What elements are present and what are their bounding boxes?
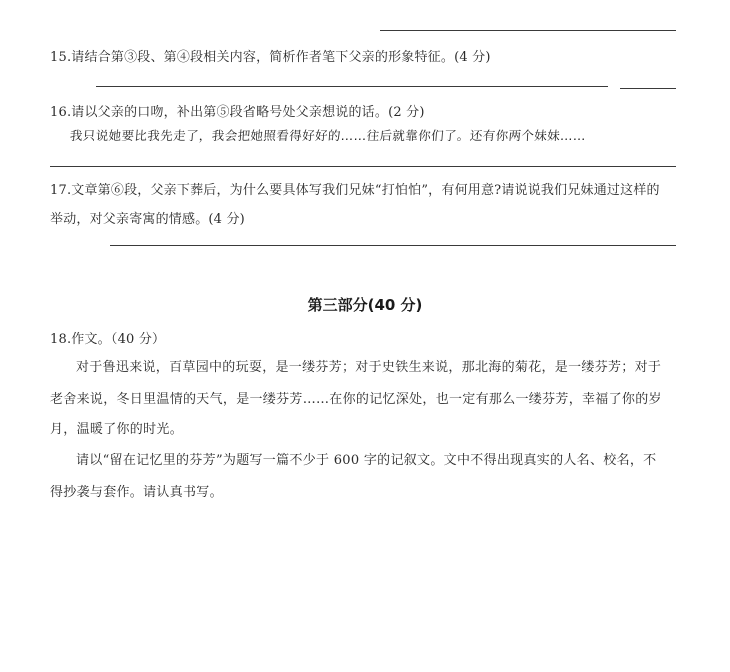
essay-prompt-para1-line2: 老舍来说，冬日里温情的天气，是一缕芬芳……在你的记忆深处，也一定有那么一缕芬芳，幸福了你的岁 (50, 392, 662, 407)
question-17-line-2: 举动，对父亲寄寓的情感。(4 分) (50, 212, 245, 227)
essay-prompt-para2-line1: 请以“留在记忆里的芬芳”为题写一篇不少于 600 字的记叙文。文中不得出现真实的人名、校名，不 (76, 453, 657, 468)
question-15: 15.请结合第③段、第④段相关内容，简析作者笔下父亲的形象特征。(4 分) (50, 50, 491, 65)
answer-line-q15 (96, 86, 608, 87)
essay-prompt-para1-line1: 对于鲁迅来说，百草园中的玩耍，是一缕芬芳；对于史铁生来说，那北海的菊花，是一缕芬芳；对于 (76, 360, 662, 375)
essay-prompt-para2-line2: 得抄袭与套作。请认真书写。 (50, 485, 223, 500)
handwritten-answer-q16: 我只说她要比我先走了，我会把她照看得好好的……往后就靠你们了。还有你两个妹妹…… (69, 128, 587, 143)
question-16: 16.请以父亲的口吻，补出第⑤段省略号处父亲想说的话。(2 分) (50, 105, 425, 120)
answer-line-q16 (50, 166, 676, 167)
answer-line-top (380, 30, 676, 31)
essay-prompt-para1-line3: 月，温暖了你的时光。 (50, 422, 184, 437)
answer-line-q15-end (620, 88, 676, 89)
section-title: 第三部分(40 分) (307, 296, 423, 314)
answer-line-q17 (110, 245, 676, 246)
question-17-line-1: 17.文章第⑥段，父亲下葬后，为什么要具体写我们兄妹“打怕怕”，有何用意?请说说我们兄妹通过这样的 (50, 183, 660, 198)
question-18-heading: 18.作文。（40 分） (50, 332, 166, 347)
